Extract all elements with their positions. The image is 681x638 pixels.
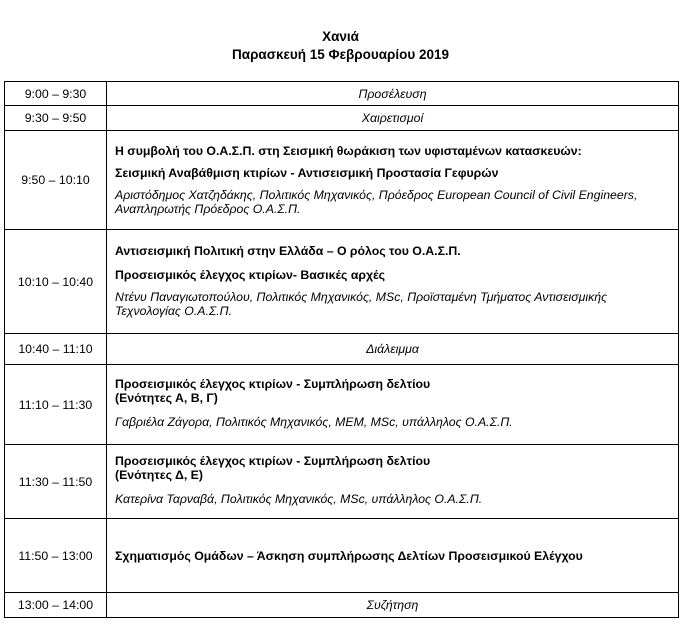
header-date: Παρασκευή 15 Φεβρουαρίου 2019: [232, 47, 449, 62]
table-row: [5, 519, 679, 593]
session-title: Προσεισμικός έλεγχος κτιρίων - Συμπλήρωση δελτίου: [115, 376, 431, 391]
session-content: [107, 131, 679, 230]
time-cell: 11:50 – 13:00: [5, 519, 107, 593]
time-cell: 13:00 – 14:00: [5, 593, 107, 618]
session-subtitle: Προσεισμικός έλεγχος κτιρίων- Βασικές αρχές: [115, 268, 386, 282]
session-title: Η συμβολή του Ο.Α.Σ.Π. στη Σεισμική θωράκιση των υφισταμένων κατασκευών:: [115, 143, 582, 158]
table-row: [5, 365, 679, 445]
session-content: [107, 365, 679, 445]
session-title: Προσεισμικός έλεγχος κτιρίων - Συμπλήρωση δελτίου: [115, 453, 431, 468]
session-content: [107, 519, 679, 593]
time-cell: 9:00 – 9:30: [5, 82, 107, 106]
schedule-table: [4, 81, 679, 618]
time-cell: 9:50 – 10:10: [5, 131, 107, 230]
time-cell: 10:40 – 11:10: [5, 334, 107, 365]
session-subtitle: (Ενότητες Α, Β, Γ): [115, 390, 218, 405]
session-label: Διάλειμμα: [107, 334, 679, 365]
table-row: [5, 445, 679, 519]
table-row: [5, 593, 679, 618]
time-cell: 11:10 – 11:30: [5, 365, 107, 445]
session-label: Χαιρετισμοί: [107, 106, 679, 131]
table-row: [5, 82, 679, 106]
speaker-info: Κατερίνα Ταρναβά, Πολιτικός Μηχανικός, MSc, υπάλληλος Ο.Α.Σ.Π.: [115, 491, 483, 506]
time-cell: 11:30 – 11:50: [5, 445, 107, 519]
table-row: [5, 334, 679, 365]
time-cell: 9:30 – 9:50: [5, 106, 107, 131]
session-subtitle: (Ενότητες Δ, Ε): [115, 467, 203, 482]
table-row: [5, 131, 679, 230]
speaker-info: Αριστόδημος Χατζηδάκης, Πολιτικός Μηχανικός, Πρόεδρος European Council of Civil Engineers, Αναπληρωτής Πρόεδρος Ο.Α.Σ.Π.: [115, 187, 638, 216]
session-title: Αντισεισμική Πολιτική στην Ελλάδα – Ο ρόλος του Ο.Α.Σ.Π.: [115, 244, 461, 258]
speaker-info: Γαβριέλα Ζάγορα, Πολιτικός Μηχανικός, ΜΕΜ, MSc, υπάλληλος Ο.Α.Σ.Π.: [115, 414, 513, 429]
session-subtitle: Σεισμική Αναβάθμιση κτιρίων - Αντισεισμική Προστασία Γεφυρών: [115, 165, 499, 180]
table-row: [5, 230, 679, 334]
speaker-info: Ντένυ Παναγιωτοπούλου, Πολιτικός Μηχανικός, MSc, Προϊσταμένη Τμήματος Αντισεισμικής Τεχνολογίας Ο.Α.Σ.Π.: [115, 290, 608, 318]
session-title: Σχηματισμός Ομάδων – Άσκηση συμπλήρωσης Δελτίων Προσεισμικού Ελέγχου: [115, 548, 583, 563]
table-row: [5, 106, 679, 131]
session-label: Προσέλευση: [107, 82, 679, 106]
session-label: Συζήτηση: [107, 593, 679, 618]
session-content: [107, 445, 679, 519]
header-city: Χανιά: [322, 29, 359, 44]
session-content: [107, 230, 679, 334]
time-cell: 10:10 – 10:40: [5, 230, 107, 334]
